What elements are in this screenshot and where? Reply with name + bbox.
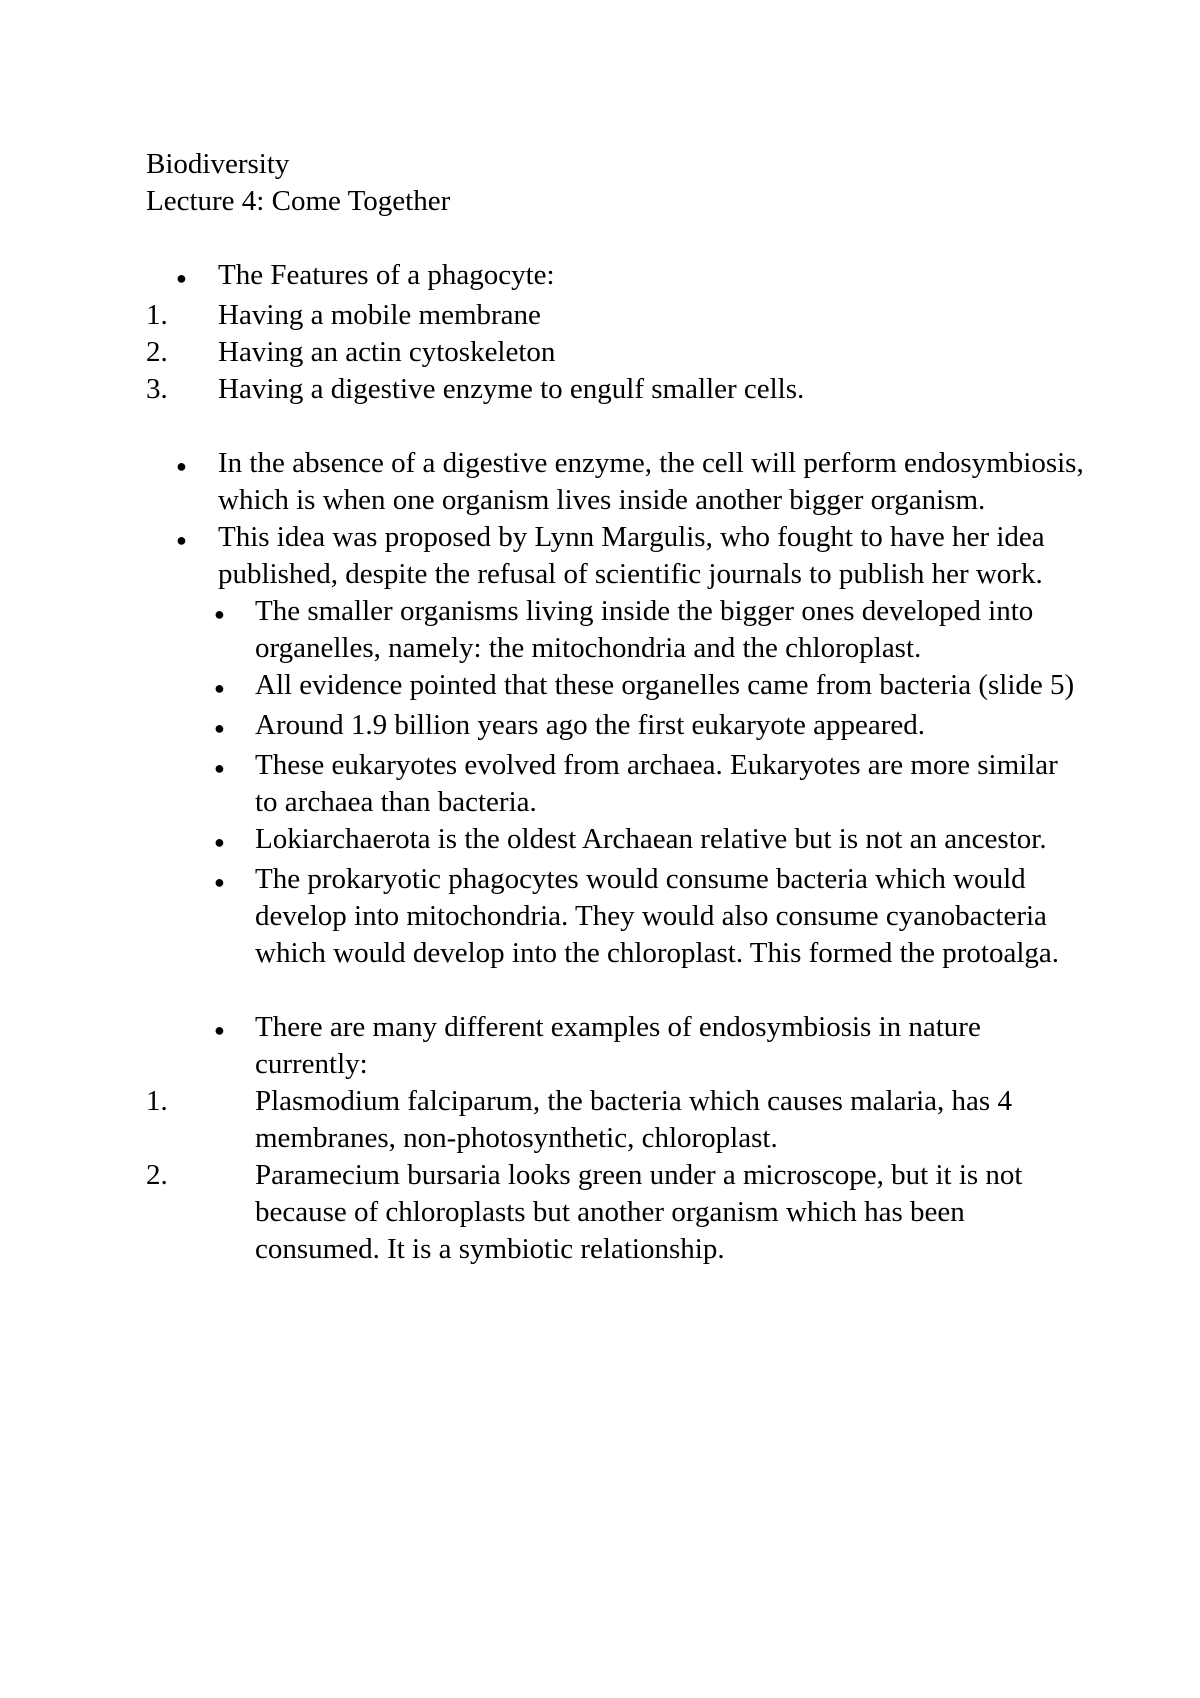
item-number: 2.	[146, 1159, 168, 1191]
bullet-item	[146, 445, 1086, 519]
item-number: 1.	[146, 1085, 168, 1117]
sub-bullet-item	[146, 821, 1086, 861]
item-text: Plasmodium falciparum, the bacteria which causes malaria, has 4 membranes, non-photosynthetic, chloroplast.	[255, 1085, 1012, 1154]
bullet-text: In the absence of a digestive enzyme, the cell will perform endosymbiosis, which is when one organism lives inside another bigger organism.	[218, 447, 1084, 516]
sub-bullet-text: Around 1.9 billion years ago the first eukaryote appeared.	[255, 709, 926, 741]
bullet-item	[146, 1009, 1086, 1083]
sub-bullet-item	[146, 667, 1086, 707]
numbered-item	[146, 297, 1086, 334]
sub-bullet-text: All evidence pointed that these organelles came from bacteria (slide 5)	[255, 669, 1075, 701]
bullet-icon: ●	[214, 678, 225, 698]
bullet-icon: ●	[214, 872, 225, 892]
sub-bullet-item	[146, 747, 1086, 821]
numbered-item	[146, 371, 1086, 408]
item-number: 2.	[146, 336, 168, 368]
bullet-text: This idea was proposed by Lynn Margulis, who fought to have her idea published, despite the refusal of scientific journals to publish her work.	[218, 521, 1045, 590]
sub-bullet-text: Lokiarchaerota is the oldest Archaean relative but is not an ancestor.	[255, 823, 1047, 855]
sub-bullet-item	[146, 593, 1086, 667]
bullet-icon: ●	[214, 1020, 225, 1040]
numbered-item	[146, 334, 1086, 371]
sub-bullet-item	[146, 861, 1086, 972]
bullet-icon: ●	[176, 530, 187, 550]
bullet-icon: ●	[214, 718, 225, 738]
bullet-text: There are many different examples of endosymbiosis in nature currently:	[255, 1011, 981, 1080]
spacer	[146, 220, 1086, 257]
sub-bullet-text: These eukaryotes evolved from archaea. Eukaryotes are more similar to archaea than bacteria.	[255, 749, 1058, 818]
bullet-icon: ●	[176, 456, 187, 476]
bullet-icon: ●	[214, 758, 225, 778]
bullet-item	[146, 519, 1086, 593]
numbered-item	[146, 1157, 1086, 1268]
item-text: Having a digestive enzyme to engulf smaller cells.	[218, 373, 805, 405]
item-text: Having an actin cytoskeleton	[218, 336, 556, 368]
lecture-title: Lecture 4: Come Together	[146, 185, 451, 217]
numbered-item	[146, 1083, 1086, 1157]
item-number: 1.	[146, 299, 168, 331]
bullet-icon: ●	[176, 268, 187, 288]
item-text: Having a mobile membrane	[218, 299, 541, 331]
bullet-icon: ●	[214, 604, 225, 624]
sub-bullet-item	[146, 707, 1086, 747]
spacer	[146, 972, 1086, 1009]
spacer	[146, 408, 1086, 445]
sub-bullet-text: The prokaryotic phagocytes would consume bacteria which would develop into mitochondria. They would also consume cyanobacteria which would develop into the chloroplast. This formed the protoalga.	[255, 863, 1060, 969]
bullet-icon: ●	[214, 832, 225, 852]
document-page	[146, 146, 1086, 1268]
course-title: Biodiversity	[146, 148, 290, 180]
bullet-text: The Features of a phagocyte:	[218, 259, 555, 291]
item-number: 3.	[146, 373, 168, 405]
sub-bullet-text: The smaller organisms living inside the bigger ones developed into organelles, namely: the mitochondria and the chloroplast.	[255, 595, 1034, 664]
bullet-item	[146, 257, 1086, 297]
item-text: Paramecium bursaria looks green under a microscope, but it is not because of chloroplasts but another organism which has been consumed. It is a symbiotic relationship.	[255, 1159, 1023, 1265]
